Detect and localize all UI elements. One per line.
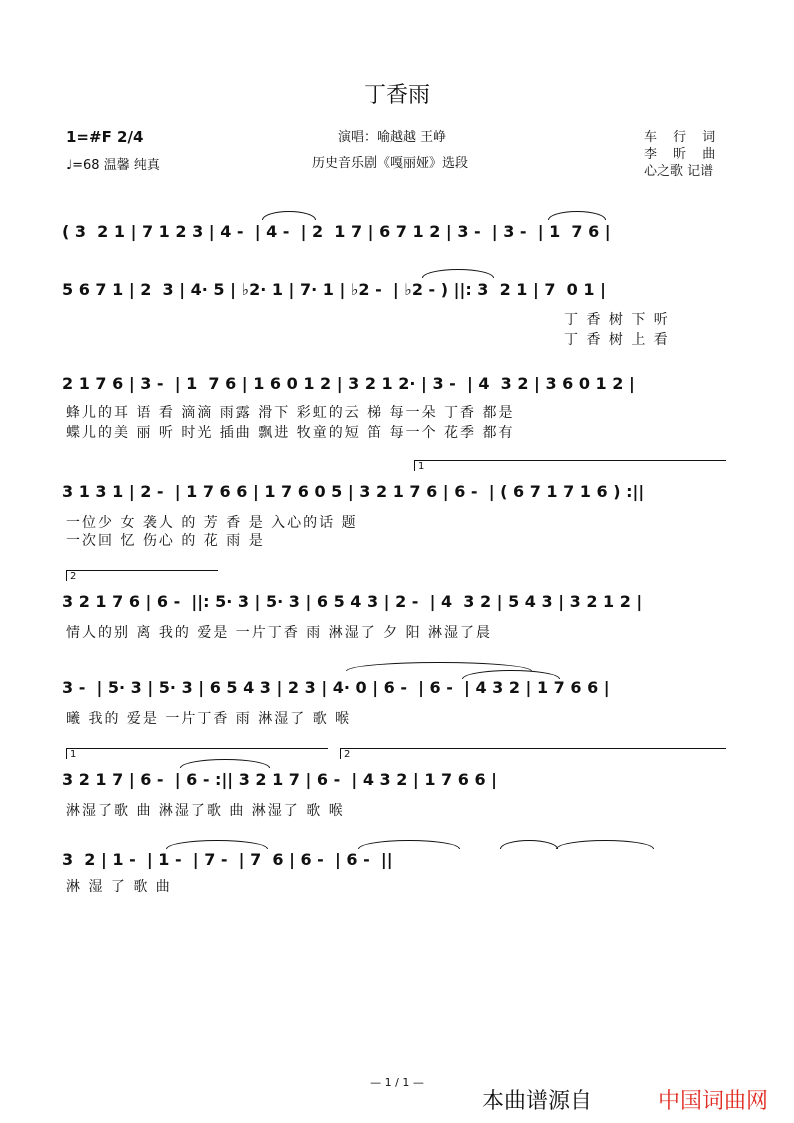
lyricist-credit: 车 行 词 [644, 130, 722, 145]
lyric-verse-2: 一次回 忆 伤心 的 花 雨 是 [66, 533, 265, 549]
notation: 3 2 | 1 - | 1 - | 7 - | 7 6 | 6 - | 6 - || [62, 850, 393, 869]
performers: 演唱：喻越越 王峥 [338, 130, 447, 145]
tie-mark [422, 269, 494, 278]
tempo-marking: ♩=68 温馨 纯真 [66, 158, 160, 173]
site-logo-text[interactable]: 中国词曲网 [658, 1089, 769, 1114]
second-ending-bracket: 2 [340, 748, 726, 759]
first-ending-bracket: 1 [414, 460, 726, 471]
notation: 3 1 3 1 | 2 - | 1 7 6 6 | 1 7 6 0 5 | 3 2 1 7 6 | 6 - | ( 6 7 1 7 1 6 ) :|| [62, 482, 645, 501]
lyric-verse-1: 丁 香 树 下 听 [564, 312, 670, 328]
lyric-line: 淋 湿 了 歌 曲 [66, 879, 172, 895]
lyric-verse-1: 蜂儿的耳 语 看 滴滴 雨露 滑下 彩虹的云 梯 每一朵 丁香 都是 [66, 405, 515, 421]
transcriber-credit: 心之歌 记谱 [644, 164, 714, 179]
tie-mark [358, 840, 460, 849]
slur-mark [500, 840, 558, 849]
notation: 2 1 7 6 | 3 - | 1 7 6 | 1 6 0 1 2 | 3 2 1 2· | 3 - | 4 3 2 | 3 6 0 1 2 | [62, 374, 635, 393]
score-line [62, 374, 726, 396]
lyric-verse-1: 一位少 女 袭人 的 芳 香 是 入心的话 题 [66, 515, 358, 531]
score-line [62, 592, 726, 614]
score-line [62, 770, 726, 792]
tie-mark [556, 840, 654, 849]
score-line [62, 678, 726, 700]
source-note: 历史音乐剧《嘎丽娅》选段 [312, 156, 469, 171]
lyric-line: 情人的别 离 我的 爱是 一片丁香 雨 淋湿了 夕 阳 淋湿了晨 [66, 625, 493, 641]
first-ending-bracket: 1 [66, 748, 328, 759]
notation: 3 - | 5· 3 | 5· 3 | 6 5 4 3 | 2 3 | 4· 0 | 6 - | 6 - | 4 3 2 | 1 7 6 6 | [62, 678, 610, 697]
key-signature: 1=#F 2/4 [66, 128, 144, 146]
score-line [62, 222, 726, 244]
tie-mark [262, 211, 316, 220]
score-line [62, 850, 726, 872]
tie-mark [166, 840, 268, 849]
lyric-verse-2: 蝶儿的美 丽 听 时光 插曲 飘进 牧童的短 笛 每一个 花季 都有 [66, 425, 515, 441]
page-title: 丁香雨 [363, 83, 430, 108]
page-number: — 1 / 1 — [370, 1076, 424, 1089]
tie-mark [548, 211, 606, 220]
tie-mark [180, 759, 270, 768]
second-ending-bracket: 2 [66, 570, 218, 581]
lyric-line: 淋湿了歌 曲 淋湿了歌 曲 淋湿了 歌 喉 [66, 803, 345, 819]
lyric-line: 曦 我的 爱是 一片丁香 雨 淋湿了 歌 喉 [66, 711, 352, 727]
score-line [62, 482, 726, 504]
lyric-verse-2: 丁 香 树 上 看 [564, 332, 670, 348]
notation: 3 2 1 7 6 | 6 - ||: 5· 3 | 5· 3 | 6 5 4 3 | 2 - | 4 3 2 | 5 4 3 | 3 2 1 2 | [62, 592, 643, 611]
source-label: 本曲谱源自 [482, 1089, 593, 1114]
score-line [62, 280, 726, 302]
notation: 5 6 7 1 | 2 3 | 4· 5 | ♭2· 1 | 7· 1 | ♭2 - | ♭2 - ) ||: 3 2 1 | 7 0 1 | [62, 280, 606, 299]
notation: ( 3 2 1 | 7 1 2 3 | 4 - | 4 - | 2 1 7 | 6 7 1 2 | 3 - | 3 - | 1 7 6 | [62, 222, 611, 241]
notation: 3 2 1 7 | 6 - | 6 - :|| 3 2 1 7 | 6 - | 4 3 2 | 1 7 6 6 | [62, 770, 497, 789]
composer-credit: 李 昕 曲 [644, 147, 722, 162]
